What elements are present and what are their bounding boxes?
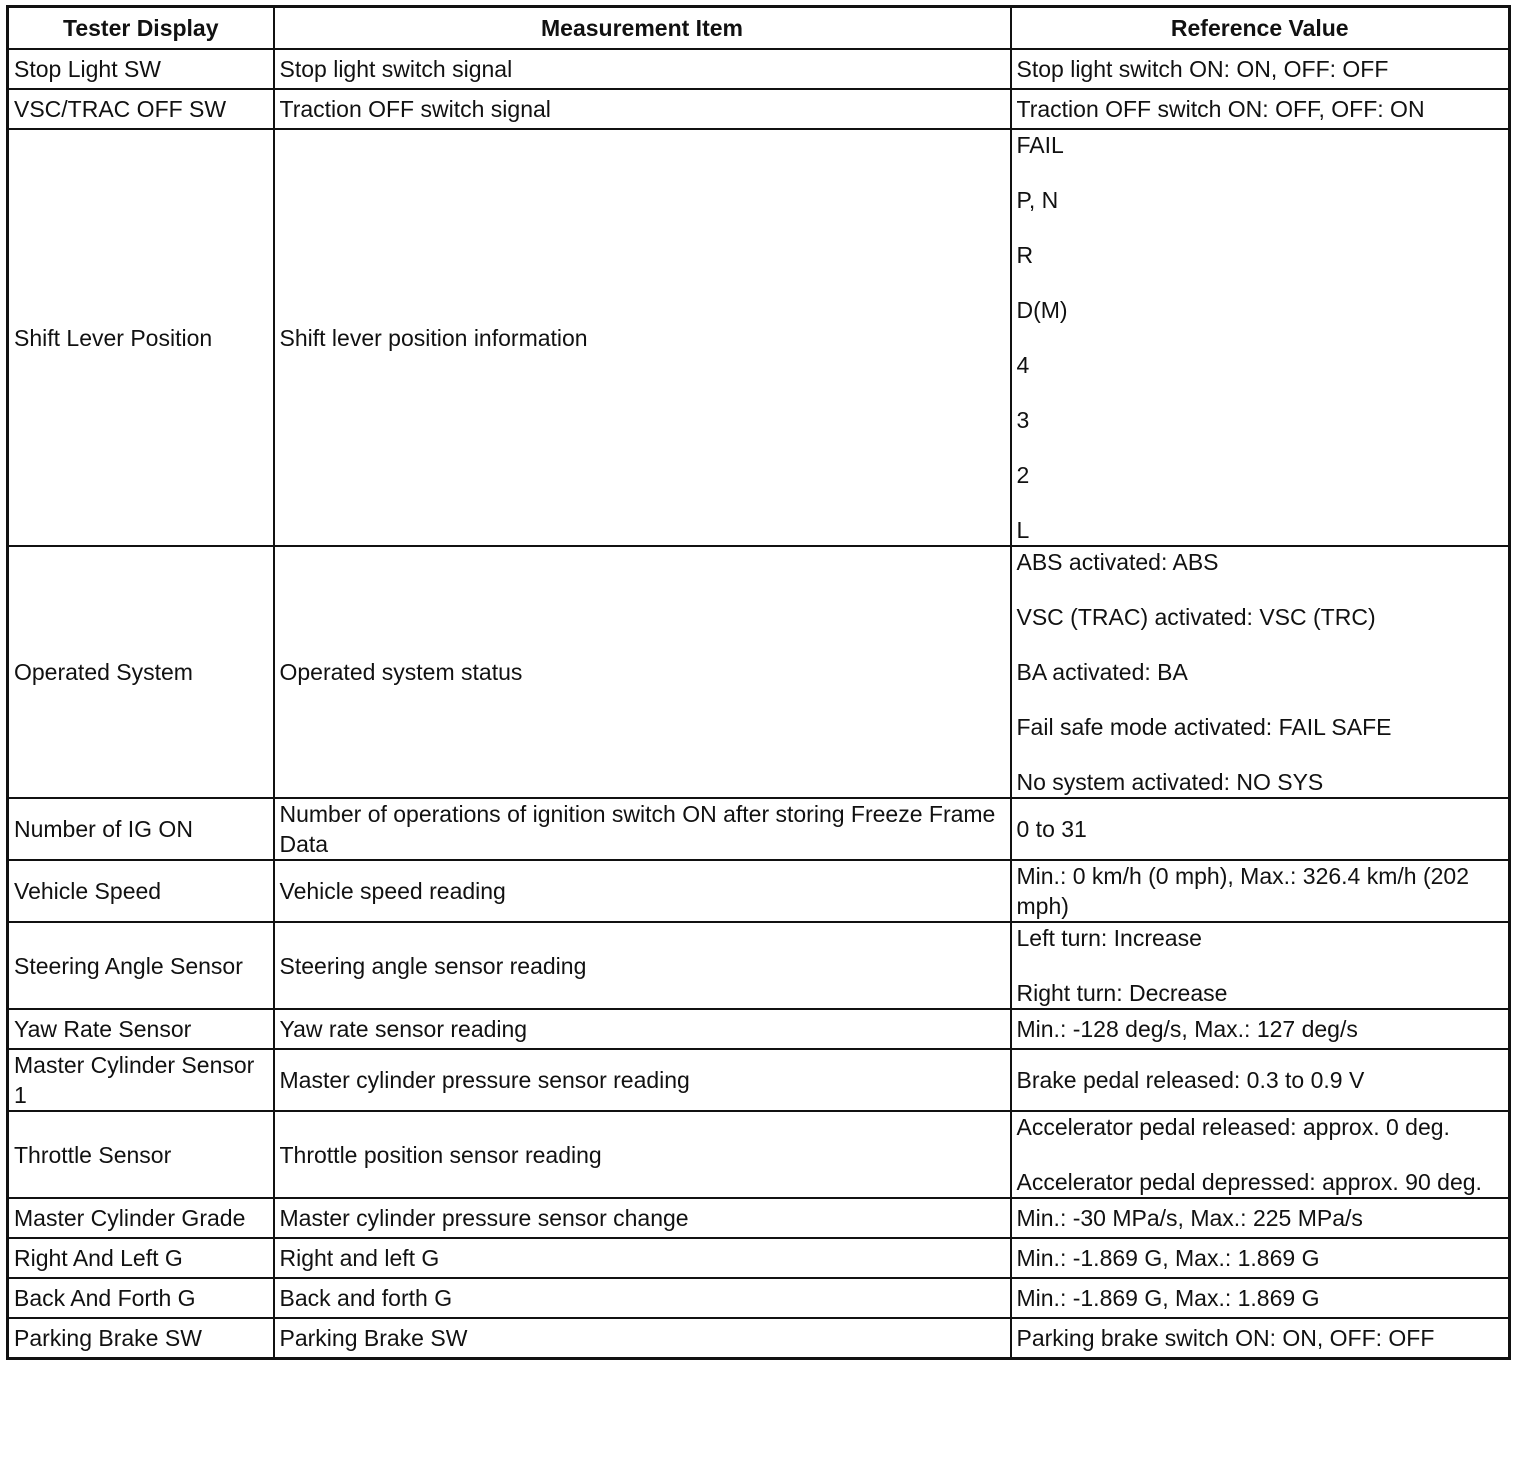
reference-value-cell (1011, 1049, 1510, 1111)
reference-value-line: VSC (TRAC) activated: VSC (TRC) (1016, 604, 1376, 630)
table-row (8, 1198, 1510, 1238)
measurement-item-cell: Operated system status (274, 546, 1011, 798)
measurement-item-cell: Back and forth G (274, 1278, 1011, 1318)
table-row (8, 1318, 1510, 1359)
table-row (8, 89, 1510, 129)
reference-value-cell (1011, 49, 1510, 89)
reference-value-line: Accelerator pedal released: approx. 0 deg. (1016, 1114, 1450, 1140)
reference-value-cell (1011, 129, 1510, 546)
reference-value-line: Accelerator pedal depressed: approx. 90 deg. (1016, 1169, 1482, 1195)
reference-value-line: Min.: -128 deg/s, Max.: 127 deg/s (1016, 1016, 1358, 1042)
table-row (8, 1111, 1510, 1198)
reference-value-line: FAIL (1016, 132, 1064, 158)
reference-value-cell (1011, 1009, 1510, 1049)
table-row (8, 798, 1510, 860)
measurement-item-cell: Steering angle sensor reading (274, 922, 1011, 1009)
table-row (8, 1049, 1510, 1111)
table-body (8, 49, 1510, 1359)
reference-value-cell (1011, 1318, 1510, 1359)
tester-display-cell: Number of IG ON (8, 798, 274, 860)
table-row (8, 49, 1510, 89)
reference-value-line: L (1016, 517, 1030, 543)
header-tester-display: Tester Display (8, 7, 274, 50)
header-measurement-item: Measurement Item (274, 7, 1011, 50)
reference-value-cell (1011, 1278, 1510, 1318)
reference-value-line: R (1016, 242, 1034, 268)
tester-display-cell: Back And Forth G (8, 1278, 274, 1318)
measurement-item-cell: Master cylinder pressure sensor reading (274, 1049, 1011, 1111)
reference-value-line: BA activated: BA (1016, 659, 1188, 685)
measurement-item-cell: Yaw rate sensor reading (274, 1009, 1011, 1049)
reference-value-line: Stop light switch ON: ON, OFF: OFF (1016, 56, 1389, 82)
tester-display-cell: Stop Light SW (8, 49, 274, 89)
measurement-item-cell: Traction OFF switch signal (274, 89, 1011, 129)
reference-value-line: 3 (1016, 407, 1030, 433)
measurement-item-cell: Number of operations of ignition switch ON after storing Freeze Frame Data (274, 798, 1011, 860)
measurement-item-cell: Parking Brake SW (274, 1318, 1011, 1359)
reference-value-line: 4 (1016, 352, 1030, 378)
reference-value-line: Parking brake switch ON: ON, OFF: OFF (1016, 1325, 1435, 1351)
tester-display-cell: VSC/TRAC OFF SW (8, 89, 274, 129)
reference-value-line: Min.: -1.869 G, Max.: 1.869 G (1016, 1285, 1320, 1311)
measurement-item-cell: Right and left G (274, 1238, 1011, 1278)
reference-value-line: Fail safe mode activated: FAIL SAFE (1016, 714, 1392, 740)
tester-display-cell: Yaw Rate Sensor (8, 1009, 274, 1049)
tester-display-cell: Operated System (8, 546, 274, 798)
reference-value-cell (1011, 798, 1510, 860)
table-row (8, 1009, 1510, 1049)
reference-value-cell (1011, 922, 1510, 1009)
reference-value-line: Min.: -1.869 G, Max.: 1.869 G (1016, 1245, 1320, 1271)
tester-display-cell: Right And Left G (8, 1238, 274, 1278)
measurement-item-cell: Master cylinder pressure sensor change (274, 1198, 1011, 1238)
table-row (8, 1238, 1510, 1278)
reference-value-cell (1011, 546, 1510, 798)
reference-value-cell (1011, 1111, 1510, 1198)
header-row (8, 7, 1510, 50)
table-row (8, 860, 1510, 922)
tester-display-cell: Throttle Sensor (8, 1111, 274, 1198)
tester-display-cell: Steering Angle Sensor (8, 922, 274, 1009)
reference-value-line: D(M) (1016, 297, 1068, 323)
reference-value-cell (1011, 860, 1510, 922)
measurement-item-cell: Throttle position sensor reading (274, 1111, 1011, 1198)
table-row (8, 129, 1510, 546)
reference-value-line: Traction OFF switch ON: OFF, OFF: ON (1016, 96, 1425, 122)
reference-value-line: Left turn: Increase (1016, 925, 1202, 951)
tester-display-cell: Shift Lever Position (8, 129, 274, 546)
tester-display-cell: Parking Brake SW (8, 1318, 274, 1359)
reference-value-line: No system activated: NO SYS (1016, 769, 1324, 795)
reference-value-line: Right turn: Decrease (1016, 980, 1228, 1006)
measurement-item-cell: Stop light switch signal (274, 49, 1011, 89)
header-reference-value: Reference Value (1011, 7, 1510, 50)
reference-value-cell (1011, 1238, 1510, 1278)
reference-value-line: Min.: -30 MPa/s, Max.: 225 MPa/s (1016, 1205, 1363, 1231)
tester-display-cell: Master Cylinder Sensor 1 (8, 1049, 274, 1111)
table-row (8, 922, 1510, 1009)
reference-value-line: 2 (1016, 462, 1030, 488)
reference-value-line: 0 to 31 (1016, 816, 1087, 842)
tester-display-cell: Vehicle Speed (8, 860, 274, 922)
table-row (8, 546, 1510, 798)
reference-value-line: Min.: 0 km/h (0 mph), Max.: 326.4 km/h (202 mph) (1016, 863, 1469, 919)
data-list-table (6, 5, 1511, 1360)
table-row (8, 1278, 1510, 1318)
measurement-item-cell: Shift lever position information (274, 129, 1011, 546)
tester-display-cell: Master Cylinder Grade (8, 1198, 274, 1238)
measurement-item-cell: Vehicle speed reading (274, 860, 1011, 922)
reference-value-line: P, N (1016, 187, 1059, 213)
reference-value-line: ABS activated: ABS (1016, 549, 1219, 575)
reference-value-cell (1011, 1198, 1510, 1238)
reference-value-line: Brake pedal released: 0.3 to 0.9 V (1016, 1067, 1365, 1093)
reference-value-cell (1011, 89, 1510, 129)
